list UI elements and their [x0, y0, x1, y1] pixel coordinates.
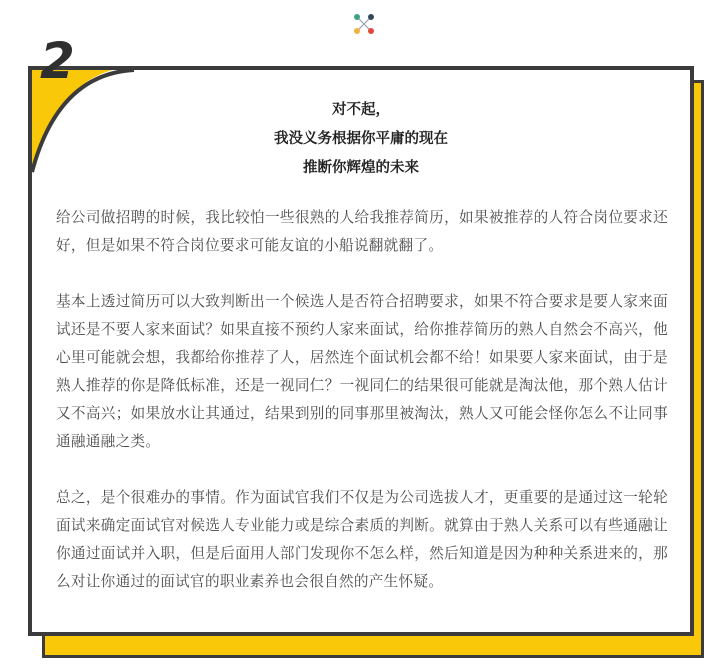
molecule-icon [352, 12, 376, 36]
paragraph-3: 总之，是个很难办的事情。作为面试官我们不仅是为公司选拔人才，更重要的是通过这一轮轮面试来确定面试官对候选人专业能力或是综合素质的判断。就算由于熟人关系可以有些通融让你通过面试并入职，但是后面用人部门发现你不怎么样，然后知道是因为种种关系进来的，那么对让你通过的面试官的职业素养也会很自然的产生怀疑。 [56, 489, 668, 590]
article-body [56, 204, 668, 624]
title-line-1: 对不起， [332, 102, 390, 118]
green-dot [354, 14, 360, 20]
red-dot [368, 28, 374, 34]
paragraph-1: 给公司做招聘的时候，我比较怕一些很熟的人给我推荐简历，如果被推荐的人符合岗位要求还好，但是如果不符合岗位要求可能友谊的小船说翻就翻了。 [56, 209, 668, 254]
paragraph-2: 基本上透过简历可以大致判断出一个候选人是否符合招聘要求，如果不符合要求是要人家来面试还是不要人家来面试？如果直接不预约人家来面试，给你推荐简历的熟人自然会不高兴，他心里可能就会想，我都给你推荐了人，居然连个面试机会都不给！如果要人家来面试，由于是熟人推荐的你是降低标准，还是一视同仁？一视同仁的结果很可能就是淘汰他，那个熟人估计又不高兴；如果放水让其通过，结果到别的同事那里被淘汰，熟人又可能会怪你怎么不让同事通融通融之类。 [56, 293, 668, 450]
title-line-3: 推断你辉煌的未来 [303, 160, 419, 176]
yellow-dot [354, 28, 360, 34]
title-line-2: 我没义务根据你平庸的现在 [274, 131, 448, 147]
section-number: 2 [40, 32, 73, 90]
dark-dot [368, 14, 374, 20]
article-title [28, 96, 694, 183]
